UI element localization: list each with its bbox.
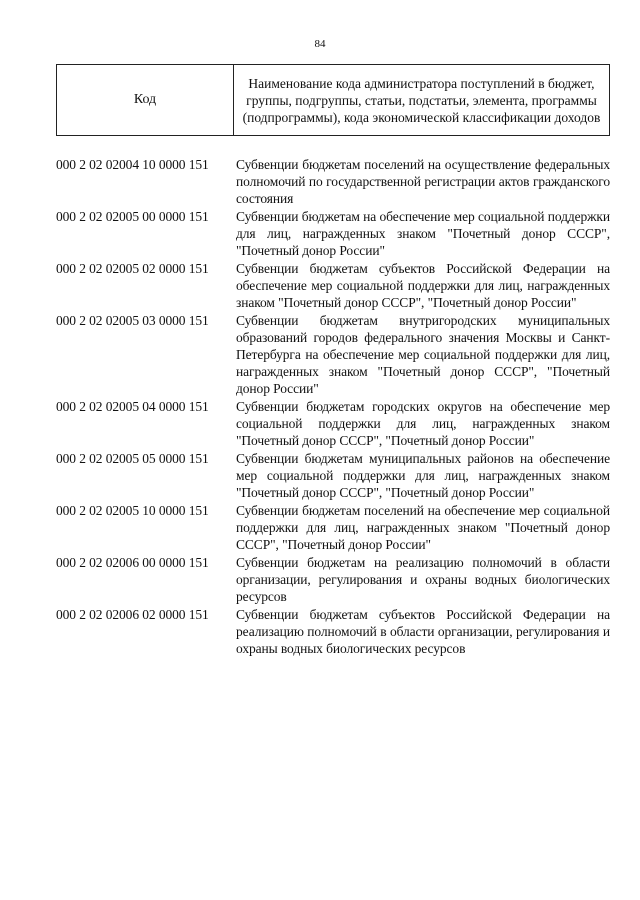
page-number: 84 [314, 38, 326, 50]
table-row [56, 208, 610, 259]
row-description: Субвенции бюджетам на обеспечение мер социальной поддержки для лиц, награжденных знаком "Почетный донор СССР", "Почетный донор России" [236, 209, 610, 258]
header-code: Код [56, 65, 234, 135]
row-code: 000 2 02 02005 03 0000 151 [56, 313, 209, 328]
table-row [56, 156, 610, 207]
row-description: Субвенции бюджетам поселений на обеспечение мер социальной поддержки для лиц, награжденных знаком "Почетный донор СССР", "Почетный донор России" [236, 503, 610, 552]
row-code: 000 2 02 02005 00 0000 151 [56, 209, 209, 224]
row-code: 000 2 02 02006 00 0000 151 [56, 555, 209, 570]
table-row [56, 606, 610, 657]
table-header [56, 64, 610, 136]
row-code: 000 2 02 02005 10 0000 151 [56, 503, 209, 518]
row-code: 000 2 02 02004 10 0000 151 [56, 157, 209, 172]
row-code: 000 2 02 02006 02 0000 151 [56, 607, 209, 622]
row-description: Субвенции бюджетам субъектов Российской Федерации на обеспечение мер социальной поддержки для лиц, награжденных знаком "Почетный донор СССР", "Почетный донор России" [236, 261, 610, 310]
header-name: Наименование кода администратора поступлений в бюджет, группы, подгруппы, статьи, подстатьи, элемента, программы (подпрограммы), кода экономической классификации доходов [234, 65, 610, 135]
table-row [56, 554, 610, 605]
row-description: Субвенции бюджетам субъектов Российской Федерации на реализацию полномочий в области организации, регулирования и охраны водных биологических ресурсов [236, 607, 610, 656]
row-description: Субвенции бюджетам муниципальных районов на обеспечение мер социальной поддержки для лиц, награжденных знаком "Почетный донор СССР", "Почетный донор России" [236, 451, 610, 500]
row-code: 000 2 02 02005 05 0000 151 [56, 451, 209, 466]
table-row [56, 398, 610, 449]
row-code: 000 2 02 02005 04 0000 151 [56, 399, 209, 414]
row-code: 000 2 02 02005 02 0000 151 [56, 261, 209, 276]
table-row [56, 312, 610, 397]
row-description: Субвенции бюджетам на реализацию полномочий в области организации, регулирования и охраны водных биологических ресурсов [236, 555, 610, 604]
table-row [56, 450, 610, 501]
row-description: Субвенции бюджетам городских округов на обеспечение мер социальной поддержки для лиц, награжденных знаком "Почетный донор СССР", "Почетный донор России" [236, 399, 610, 448]
table-row [56, 502, 610, 553]
table-row [56, 260, 610, 311]
row-description: Субвенции бюджетам внутригородских муниципальных образований городов федерального значения Москвы и Санкт-Петербурга на обеспечение мер социальной поддержки для лиц, награжденных знаком "Почетный донор СССР", "Почетный донор России" [236, 313, 610, 396]
table-body [56, 156, 610, 657]
row-description: Субвенции бюджетам поселений на осуществление федеральных полномочий по государственной регистрации актов гражданского состояния [236, 157, 610, 206]
